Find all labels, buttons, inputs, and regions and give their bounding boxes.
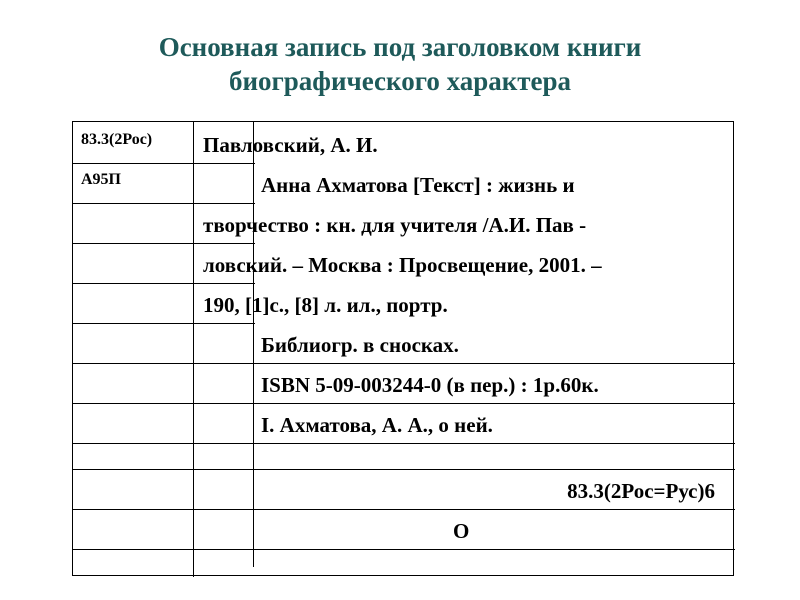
card-row-line [73,363,735,364]
card-row-line [73,163,255,164]
isbn: ISBN 5-09-003244-0 (в пер.) : 1р.60к. [261,373,599,397]
card-row-line [73,203,255,204]
card-row-line [73,469,735,470]
description-line-2: творчество : кн. для учителя /А.И. Пав - [203,213,587,237]
title-line-2: биографического характера [228,66,572,96]
author-letter: О [453,519,470,543]
tracing: I. Ахматова, А. А., о ней. [261,413,493,437]
card-row-line [73,549,735,550]
author-sign: А95П [81,171,121,188]
description-line-3: ловский. – Москва : Просвещение, 2001. – [203,253,602,277]
note: Библиогр. в сносках. [261,333,459,357]
card-row-line [73,283,255,284]
page-title [0,30,800,98]
card-row-line [73,403,735,404]
card-row-line [73,509,735,510]
bbk-index: 83.3(2Рос) [81,131,153,148]
card-row-line [73,243,255,244]
title-line-1: Основная запись под заголовком книги [158,32,642,62]
card-row-line [73,443,735,444]
class-number: 83.3(2Рос=Рус)6 [567,479,715,503]
heading-author: Павловский, А. И. [203,133,378,157]
description-line-1: Анна Ахматова [Текст] : жизнь и [261,173,575,197]
card-row-line [73,323,255,324]
catalog-card [72,121,734,576]
card-vertical-line-indent [253,122,254,567]
description-line-4: 190, [1]с., [8] л. ил., портр. [203,293,448,317]
